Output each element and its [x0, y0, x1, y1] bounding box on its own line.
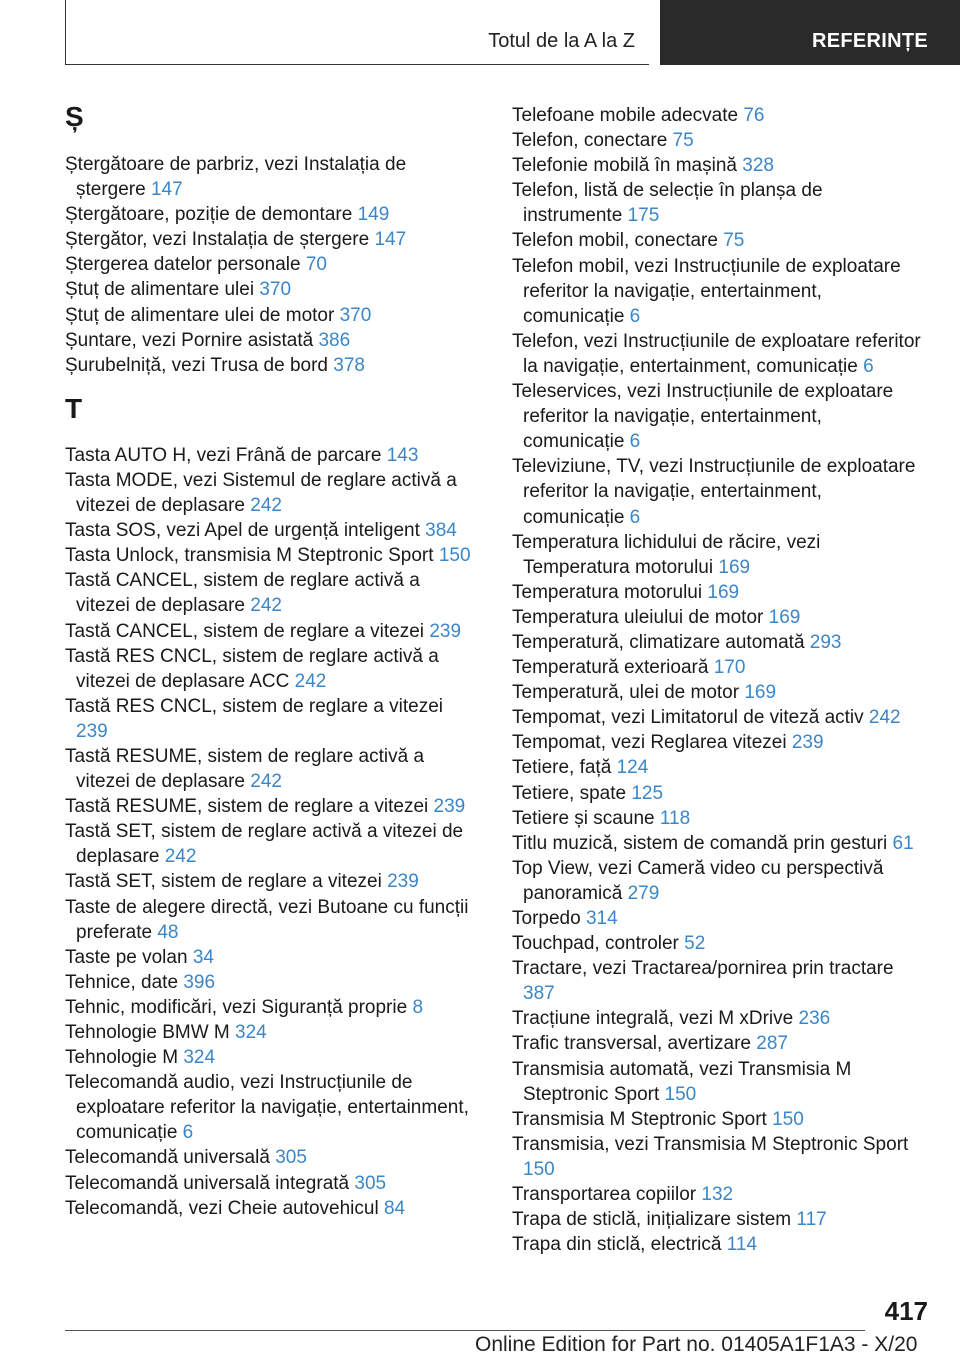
index-entry-text: Trafic transversal, avertizare — [512, 1033, 751, 1055]
index-entry-text: Top View, vezi Cameră video cu perspectivă panoramică — [512, 857, 884, 904]
index-entry-text: Tehnologie M — [65, 1047, 179, 1069]
index-entry-text: Transmisia M Steptronic Sport — [512, 1108, 767, 1130]
page-reference-link[interactable]: 169 — [744, 682, 777, 704]
page-reference-link[interactable]: 48 — [157, 921, 179, 943]
index-entry — [65, 970, 477, 995]
index-entry — [512, 530, 924, 580]
index-entry — [512, 128, 924, 153]
index-entry-text: Taste de alegere directă, vezi Butoane cu funcții preferate — [65, 896, 469, 943]
page-reference-link[interactable]: 6 — [629, 305, 641, 327]
page-reference-link[interactable]: 169 — [768, 606, 801, 628]
index-entry-text: Temperatură, climatizare automată — [512, 631, 805, 653]
page-reference-link[interactable]: 378 — [333, 354, 365, 376]
page-reference-link[interactable]: 242 — [164, 846, 197, 868]
page-reference-link[interactable]: 287 — [756, 1033, 788, 1055]
page-reference-link[interactable]: 170 — [713, 657, 746, 679]
index-entry — [512, 956, 924, 1006]
header-bottom-rule — [65, 64, 649, 65]
index-entry-text: Tracțiune integrală, vezi M xDrive — [512, 1008, 794, 1030]
index-list-t-continued — [512, 103, 924, 1257]
index-entry-text: Telefoane mobile adecvate — [512, 105, 739, 126]
index-entry-text: Tractare, vezi Tractarea/pornirea prin tractare — [512, 958, 894, 980]
index-entry-text: Temperatura uleiului de motor — [512, 606, 764, 628]
page-reference-link[interactable]: 117 — [796, 1209, 827, 1231]
index-entry-text: Tehnologie BMW M — [65, 1022, 230, 1043]
index-entry-text: Tastă RESUME, sistem de reglare a vitezei — [65, 796, 429, 818]
index-entry — [512, 1182, 924, 1207]
index-entry — [512, 931, 924, 956]
index-entry-text: Telefon, listă de selecție în planșa de instrumente — [512, 180, 823, 227]
page-reference-link[interactable]: 305 — [275, 1147, 307, 1169]
index-entry-text: Telecomandă universală integrată — [65, 1172, 350, 1194]
index-entry-text: Șurubelniță, vezi Trusa de bord — [65, 354, 328, 376]
index-entry-text: Tasta SOS, vezi Apel de urgență inteligent — [65, 520, 420, 542]
page-reference-link[interactable]: 147 — [374, 229, 407, 251]
page-reference-link[interactable]: 236 — [798, 1008, 831, 1030]
index-entry-text: Tastă RES CNCL, sistem de reglare a vitezei — [65, 695, 444, 717]
page-reference-link[interactable]: 125 — [631, 782, 664, 804]
page-reference-link[interactable]: 6 — [629, 506, 641, 528]
page-reference-link[interactable]: 384 — [425, 520, 457, 542]
index-entry-text: Tasta Unlock, transmisia M Steptronic Sport — [65, 545, 434, 567]
page-reference-link[interactable]: 150 — [523, 1158, 555, 1180]
page-reference-link[interactable]: 239 — [791, 732, 824, 754]
page-reference-link[interactable]: 314 — [585, 908, 618, 929]
index-entry — [65, 468, 477, 518]
page-reference-link[interactable]: 242 — [250, 595, 282, 617]
index-entry-text: Telecomandă, vezi Cheie autovehicul — [65, 1197, 379, 1219]
index-entry — [512, 906, 924, 931]
page-reference-link[interactable]: 169 — [718, 556, 751, 578]
index-entry-text: Temperatură, ulei de motor — [512, 682, 740, 704]
index-entry — [512, 1006, 924, 1031]
index-entry-text: Telefon, conectare — [512, 130, 668, 152]
index-entry — [512, 705, 924, 730]
page-reference-link[interactable]: 169 — [707, 581, 740, 603]
index-entry-text: Ștergătoare, poziție de demontare — [65, 204, 353, 226]
page-reference-link[interactable]: 324 — [183, 1047, 216, 1069]
footer-edition: Online Edition for Part no. 01405A1F1A3 - X/20 — [475, 1333, 918, 1356]
index-entry — [65, 303, 477, 328]
index-entry-text: Telefon, vezi Instrucțiunile de exploatare referitor la navigație, entertainment, comunicație — [512, 330, 921, 377]
page-reference-link[interactable]: 6 — [629, 431, 641, 453]
index-entry — [65, 819, 477, 869]
index-entry — [65, 443, 477, 468]
page-reference-link[interactable]: 132 — [701, 1184, 734, 1206]
page-reference-link[interactable]: 242 — [250, 771, 282, 793]
footer-rule — [65, 1330, 865, 1331]
page-reference-link[interactable]: 8 — [412, 996, 424, 1018]
index-entry — [512, 379, 924, 454]
index-entry-text: Tetiere, față — [512, 757, 612, 779]
page-reference-link[interactable]: 149 — [357, 204, 390, 226]
index-entry — [65, 202, 477, 227]
index-entry-text: Transmisia automată, vezi Transmisia M Steptronic Sport — [512, 1058, 852, 1105]
page-reference-link[interactable]: 293 — [809, 631, 842, 653]
index-entry — [512, 680, 924, 705]
index-entry — [512, 781, 924, 806]
index-entry-text: Telefonie mobilă în mașină — [512, 155, 737, 177]
page-reference-link[interactable]: 75 — [723, 230, 745, 252]
page-number: 417 — [884, 1296, 928, 1326]
index-entry — [65, 568, 477, 618]
index-entry — [65, 895, 477, 945]
index-entry-text: Tastă SET, sistem de reglare a vitezei — [65, 871, 382, 893]
index-column-left — [65, 100, 477, 1221]
index-entry-text: Transmisia, vezi Transmisia M Steptronic Sport — [512, 1133, 909, 1155]
index-entry — [512, 1232, 924, 1257]
index-entry-text: Ștergerea datelor personale — [65, 254, 301, 276]
index-entry-text: Ștuț de alimentare ulei — [65, 279, 255, 301]
index-entry-text: Teleservices, vezi Instrucțiunile de exploatare referitor la navigație, entertainment, comunicație — [512, 381, 894, 453]
index-entry — [512, 1057, 924, 1107]
index-entry — [65, 869, 477, 894]
index-entry-text: Tastă SET, sistem de reglare activă a vitezei de deplasare — [65, 821, 464, 868]
index-entry — [65, 353, 477, 378]
index-entry-text: Titlu muzică, sistem de comandă prin gesturi — [512, 832, 888, 854]
page-reference-link[interactable]: 239 — [433, 796, 466, 818]
index-entry — [65, 152, 477, 202]
index-entry — [512, 806, 924, 831]
page-reference-link[interactable]: 175 — [627, 205, 660, 227]
index-entry — [512, 153, 924, 178]
index-entry — [512, 630, 924, 655]
index-entry — [512, 103, 924, 128]
index-entry-text: Trapa din sticlă, electrică — [512, 1234, 722, 1256]
index-entry-text: Tempomat, vezi Reglarea vitezei — [512, 732, 787, 754]
index-entry — [65, 694, 477, 744]
page-reference-link[interactable]: 61 — [892, 832, 914, 854]
page-reference-link[interactable]: 76 — [743, 105, 765, 126]
index-letter-s: Ș — [65, 101, 84, 132]
page-reference-link[interactable]: 387 — [523, 983, 555, 1005]
page-reference-link[interactable]: 239 — [429, 620, 462, 642]
index-entry — [512, 1132, 924, 1182]
page-reference-link[interactable]: 34 — [192, 946, 214, 968]
index-entry-text: Telecomandă audio, vezi Instrucțiunile de exploatare referitor la navigație, entertainment, comunicație — [65, 1072, 469, 1144]
index-entry-text: Tastă RESUME, sistem de reglare activă a vitezei de deplasare — [65, 745, 425, 793]
page-reference-link[interactable]: 147 — [150, 179, 183, 201]
index-entry — [512, 831, 924, 856]
index-entry — [65, 227, 477, 252]
index-entry — [512, 1107, 924, 1132]
index-entry — [512, 329, 924, 379]
index-entry — [65, 543, 477, 568]
index-entry-text: Șuntare, vezi Pornire asistată — [65, 329, 314, 351]
section-title: Totul de la A la Z — [488, 30, 635, 52]
index-entry-text: Tempomat, vezi Limitatorul de viteză activ — [512, 707, 864, 729]
index-entry — [512, 178, 924, 228]
index-entry — [512, 605, 924, 630]
index-entry-text: Tasta MODE, vezi Sistemul de reglare activă a vitezei de deplasare — [65, 469, 457, 517]
page-reference-link[interactable]: 396 — [183, 971, 216, 993]
index-entry-text: Torpedo — [512, 908, 581, 929]
page-reference-link[interactable]: 6 — [863, 355, 874, 377]
index-entry — [65, 995, 477, 1020]
page-reference-link[interactable]: 386 — [318, 329, 351, 351]
index-entry-text: Tehnic, modificări, vezi Siguranță proprie — [65, 996, 408, 1018]
index-entry-text: Trapa de sticlă, inițializare sistem — [512, 1209, 792, 1231]
index-list-t — [65, 443, 477, 1221]
page-reference-link[interactable]: 150 — [438, 545, 471, 567]
index-entry — [512, 856, 924, 906]
index-entry — [65, 252, 477, 277]
index-entry — [65, 794, 477, 819]
index-entry — [65, 1070, 477, 1145]
index-entry — [65, 945, 477, 970]
index-entry — [512, 1031, 924, 1056]
index-entry-text: Tehnice, date — [65, 971, 179, 993]
index-entry — [65, 744, 477, 794]
index-entry-text: Ștuț de alimentare ulei de motor — [65, 304, 335, 326]
page-reference-link[interactable]: 150 — [664, 1083, 697, 1105]
chapter-tab[interactable] — [660, 0, 960, 65]
index-entry-text: Tastă RES CNCL, sistem de reglare activă a vitezei de deplasare ACC — [65, 645, 439, 692]
index-entry — [65, 1020, 477, 1045]
page-reference-link[interactable]: 84 — [383, 1197, 406, 1219]
index-entry-text: Tetiere și scaune — [512, 807, 655, 829]
index-entry-text: Taste pe volan — [65, 946, 188, 968]
index-entry — [512, 580, 924, 605]
page-reference-link[interactable]: 52 — [684, 933, 706, 955]
page-reference-link[interactable]: 324 — [235, 1022, 267, 1043]
index-entry-text: Televiziune, TV, vezi Instrucțiunile de exploatare referitor la navigație, entertainment, comunicație — [512, 456, 916, 528]
index-entry-text: Temperatura lichidului de răcire, vezi Temperatura motorului — [512, 531, 821, 578]
index-column-right — [512, 100, 924, 1257]
index-entry-text: Temperatura motorului — [512, 581, 703, 603]
page-reference-link[interactable]: 143 — [386, 444, 419, 466]
page-reference-link[interactable]: 6 — [182, 1122, 194, 1144]
index-entry — [512, 755, 924, 780]
page-reference-link[interactable]: 242 — [294, 670, 327, 692]
page-reference-link[interactable]: 305 — [354, 1172, 387, 1194]
index-entry — [65, 619, 477, 644]
index-entry-text: Tasta AUTO H, vezi Frână de parcare — [65, 444, 382, 466]
page-reference-link[interactable]: 239 — [387, 871, 419, 893]
page-reference-link[interactable]: 242 — [250, 495, 282, 517]
index-entry-text: Ștergător, vezi Instalația de ștergere — [65, 229, 370, 251]
page-reference-link[interactable]: 328 — [742, 155, 774, 177]
index-entry — [65, 277, 477, 302]
page-reference-link[interactable]: 242 — [868, 707, 901, 729]
index-entry — [65, 1171, 477, 1196]
page-reference-link[interactable]: 370 — [259, 279, 292, 301]
index-entry — [65, 1045, 477, 1070]
index-entry-text: Ștergătoare de parbriz, vezi Instalația de ștergere — [65, 154, 407, 201]
index-entry — [512, 655, 924, 680]
page-reference-link[interactable]: 370 — [339, 304, 372, 326]
page-reference-link[interactable]: 70 — [305, 254, 327, 276]
index-entry-text: Telefon mobil, conectare — [512, 230, 718, 252]
index-entry — [65, 644, 477, 694]
index-entry — [512, 254, 924, 329]
index-entry-text: Tastă CANCEL, sistem de reglare activă a vitezei de deplasare — [65, 570, 420, 617]
page-reference-link[interactable]: 114 — [726, 1234, 758, 1256]
page-header — [0, 0, 960, 66]
index-entry-text: Telecomandă universală — [65, 1147, 270, 1169]
index-entry — [512, 228, 924, 253]
index-entry — [512, 1207, 924, 1232]
index-entry — [512, 454, 924, 529]
index-letter-t: T — [65, 392, 83, 424]
header-left-rule — [65, 0, 66, 65]
index-list-s — [65, 152, 477, 378]
page-reference-link[interactable]: 150 — [772, 1108, 804, 1130]
index-entry-text: Tetiere, spate — [512, 782, 627, 804]
index-entry — [65, 1196, 477, 1221]
index-entry-text: Transportarea copiilor — [512, 1184, 697, 1206]
index-entry-text: Telefon mobil, vezi Instrucțiunile de exploatare referitor la navigație, entertainment, comunicație — [512, 255, 901, 327]
index-entry — [65, 1145, 477, 1170]
index-entry-text: Temperatură exterioară — [512, 657, 709, 679]
index-entry — [65, 518, 477, 543]
index-entry-text: Touchpad, controler — [512, 933, 679, 955]
chapter-tab-label: REFERINȚE — [811, 30, 928, 52]
page-reference-link[interactable]: 124 — [616, 757, 649, 779]
page-reference-link[interactable]: 118 — [659, 807, 691, 829]
index-entry — [65, 328, 477, 353]
index-entry-text: Tastă CANCEL, sistem de reglare a vitezei — [65, 620, 425, 642]
page-reference-link[interactable]: 239 — [76, 720, 108, 742]
index-entry — [512, 730, 924, 755]
page-reference-link[interactable]: 75 — [672, 130, 694, 152]
page-reference-link[interactable]: 279 — [627, 882, 660, 904]
